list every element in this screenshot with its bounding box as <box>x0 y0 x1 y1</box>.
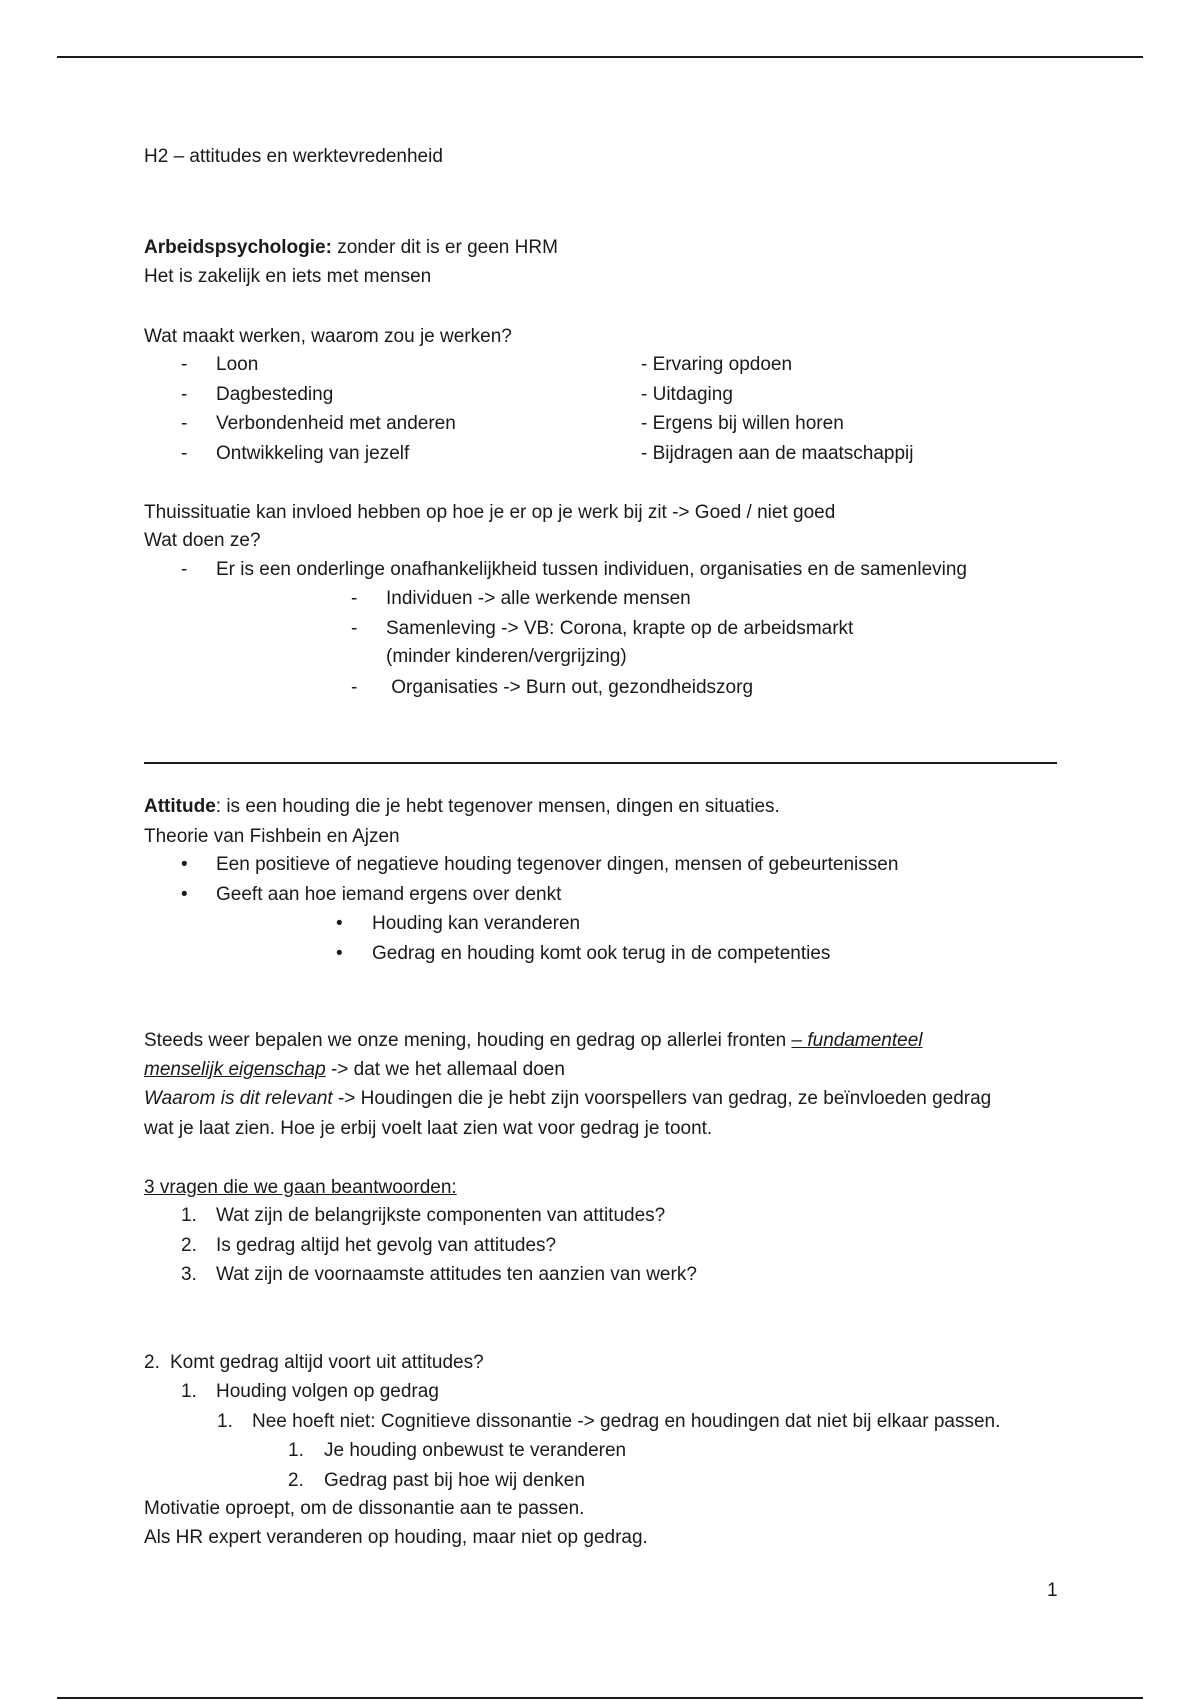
paragraph: Als HR expert veranderen op houding, maar niet op gedrag. <box>144 1527 648 1548</box>
term-attitude: Attitude <box>144 796 216 817</box>
emphasis: – fundamenteel <box>791 1030 923 1051</box>
question: Wat maakt werken, waarom zou je werken? <box>144 326 512 347</box>
emphasis: Waarom is dit relevant <box>144 1088 333 1109</box>
list-item: Geeft aan hoe iemand ergens over denkt <box>216 884 562 905</box>
dash-marker: - <box>181 443 188 464</box>
sub-list-item: (minder kinderen/vergrijzing) <box>386 646 627 667</box>
emphasis: menselijk eigenschap <box>144 1059 326 1080</box>
sub-list-item: Houding kan veranderen <box>372 913 581 934</box>
list-item: Wat zijn de belangrijkste componenten van attitudes? <box>216 1205 666 1226</box>
paragraph: Motivatie oproept, om de dissonantie aan te passen. <box>144 1498 585 1519</box>
list-item: - Uitdaging <box>641 384 733 405</box>
header-rule <box>57 56 1143 58</box>
bullet-marker: • <box>336 943 343 964</box>
term-description: zonder dit is er geen HRM <box>331 237 558 258</box>
list-item: Verbondenheid met anderen <box>216 413 456 434</box>
list-number: 2. <box>181 1235 197 1256</box>
sub-list-item: Gedrag en houding komt ook terug in de competenties <box>372 943 831 964</box>
list-number: 1. <box>181 1381 197 1402</box>
attitude-line <box>144 796 780 818</box>
list-item: Nee hoeft niet: Cognitieve dissonantie -> gedrag en houdingen dat niet bij elkaar passen. <box>252 1411 1001 1432</box>
list-item: Een positieve of negatieve houding tegenover dingen, mensen of gebeurtenissen <box>216 854 899 875</box>
list-item: Gedrag past bij hoe wij denken <box>324 1470 585 1491</box>
bullet-marker: • <box>181 884 188 905</box>
sub-list-item: Organisaties -> Burn out, gezondheidszorg <box>386 677 754 698</box>
dash-marker: - <box>181 559 188 580</box>
list-item: Ontwikkeling van jezelf <box>216 443 410 464</box>
paragraph <box>144 1059 565 1081</box>
list-item: Wat zijn de voornaamste attitudes ten aanzien van werk? <box>216 1264 697 1285</box>
list-item: - Ergens bij willen horen <box>641 413 844 434</box>
paragraph: Thuissituatie kan invloed hebben op hoe je er op je werk bij zit -> Goed / niet goed <box>144 502 836 523</box>
list-number: 1. <box>288 1440 304 1461</box>
text: -> dat we het allemaal doen <box>325 1059 565 1080</box>
dash-marker: - <box>351 588 358 609</box>
paragraph: Het is zakelijk en iets met mensen <box>144 266 432 287</box>
paragraph: Wat doen ze? <box>144 530 261 551</box>
page-number: 1 <box>1047 1580 1058 1601</box>
footer-rule <box>57 1697 1143 1699</box>
term-arbeidspsychologie: Arbeidspsychologie: <box>144 237 332 258</box>
term-description: : is een houding die je hebt tegenover mensen, dingen en situaties. <box>215 796 780 817</box>
arbeidspsychologie-line <box>144 237 558 259</box>
dash-marker: - <box>351 618 358 639</box>
text: -> Houdingen die je hebt zijn voorspellers van gedrag, ze beïnvloeden gedrag <box>332 1088 992 1109</box>
bullet-marker: • <box>336 913 343 934</box>
list-number: 2. <box>144 1352 160 1373</box>
paragraph: wat je laat zien. Hoe je erbij voelt laat zien wat voor gedrag je toont. <box>144 1118 713 1139</box>
list-item: - Ervaring opdoen <box>641 354 793 375</box>
dash-marker: - <box>181 413 188 434</box>
list-number: 1. <box>217 1411 233 1432</box>
page-title: H2 – attitudes en werktevredenheid <box>144 146 443 167</box>
questions-heading: 3 vragen die we gaan beantwoorden: <box>144 1177 457 1198</box>
bullet-marker: • <box>181 854 188 875</box>
list-item: Dagbesteding <box>216 384 334 405</box>
dash-marker: - <box>181 384 188 405</box>
list-item: Is gedrag altijd het gevolg van attitudes? <box>216 1235 557 1256</box>
paragraph: Theorie van Fishbein en Ajzen <box>144 826 400 847</box>
dash-marker: - <box>351 677 358 698</box>
list-item: Houding volgen op gedrag <box>216 1381 439 1402</box>
list-item: Er is een onderlinge onafhankelijkheid tussen individuen, organisaties en de samenleving <box>216 559 967 580</box>
section-heading: Komt gedrag altijd voort uit attitudes? <box>170 1352 484 1373</box>
sub-list-item: Samenleving -> VB: Corona, krapte op de arbeidsmarkt <box>386 618 854 639</box>
paragraph <box>144 1088 991 1110</box>
list-number: 3. <box>181 1264 197 1285</box>
sub-list-item: Individuen -> alle werkende mensen <box>386 588 691 609</box>
list-item: Je houding onbewust te veranderen <box>324 1440 627 1461</box>
section-divider <box>144 762 1057 764</box>
dash-marker: - <box>181 354 188 375</box>
paragraph <box>144 1030 923 1052</box>
list-item: - Bijdragen aan de maatschappij <box>641 443 914 464</box>
list-number: 1. <box>181 1205 197 1226</box>
list-item: Loon <box>216 354 259 375</box>
list-number: 2. <box>288 1470 304 1491</box>
text: Steeds weer bepalen we onze mening, houding en gedrag op allerlei fronten <box>144 1030 792 1051</box>
